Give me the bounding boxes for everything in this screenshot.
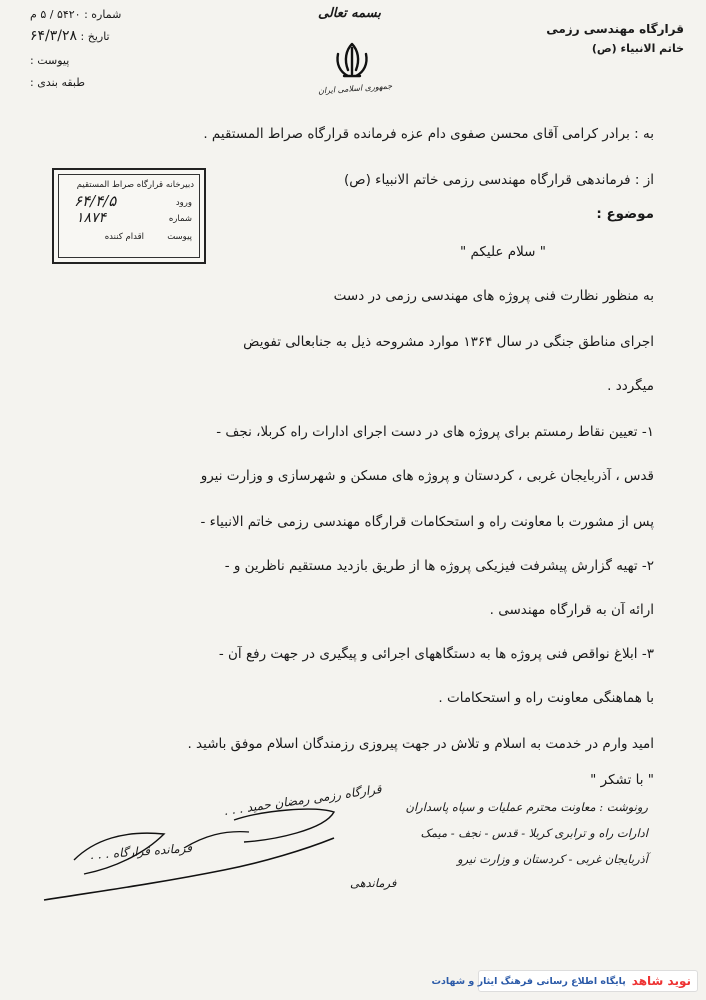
classification-field: طبقه بندی :: [30, 76, 86, 89]
org-name-line2: خاتم الانبیاء (ص): [591, 42, 684, 55]
item-1-line-2: قدس ، آذربایجان غربی ، کردستان و پروژه های مسکن و شهرسازی و وزارت نیرو: [200, 468, 654, 484]
stamp-number: ۱۸۷۴: [76, 210, 107, 226]
attachment-field: پیوست :: [30, 54, 70, 67]
stamp-number-label: شماره: [168, 214, 192, 224]
handwritten-cc-line-4: فرماندهی: [350, 876, 397, 890]
recipient-line: به : برادر کرامی آقای محسن صفوی دام عزه فرمانده قرارگاه صراط المستقیم .: [203, 126, 654, 142]
site-watermark: [431, 970, 698, 992]
item-2-line-1: ۲- تهیه گزارش پیشرفت فیزیکی پروژه ها از طریق بازدید مستقیم ناظرین و -: [224, 558, 654, 574]
stamp-action-label: اقدام کننده: [104, 232, 144, 242]
handwritten-cc-line-2: ادارات راه و ترابری کربلا - قدس - نجف - میمک: [420, 826, 648, 840]
item-1-line-3: پس از مشورت با معاونت راه و استحکامات قرارگاه مهندسی رزمی خاتم الانبیاء -: [200, 514, 654, 530]
paragraph-1-line-1: به منظور نظارت فنی پروژه های مهندسی رزمی در دست: [333, 288, 654, 304]
greeting: " سلام علیکم ": [459, 244, 546, 260]
emblem-icon: [330, 40, 374, 82]
handwritten-note-2: فرمانده قرارگاه . . .: [89, 840, 193, 862]
number-label: شماره: [91, 8, 122, 21]
handwritten-note-1: قرارگاه رزمی رمضان حمید . . .: [223, 781, 383, 818]
attachment-label: پیوست: [37, 54, 70, 67]
brand-logo: نوید شاهد: [631, 974, 691, 988]
classification-label: طبقه بندی: [37, 76, 86, 89]
date-value: ۶۴/۳/۲۸: [30, 28, 78, 44]
item-1-line-1: ۱- تعیین نقاط رمستم برای پروژه های در دست اجرای ادارات راه کربلا، نجف -: [216, 424, 654, 440]
paragraph-1-line-2: اجرای مناطق جنگی در سال ۱۳۶۴ موارد مشروحه ذیل به جنابعالی تفویض: [243, 334, 654, 350]
item-3-line-2: با هماهنگی معاونت راه و استحکامات .: [438, 690, 654, 706]
number-value: ۵۴۲۰ / ۵ م: [30, 8, 81, 21]
item-3-line-1: ۳- ابلاغ نواقص فنی پروژه ها به دستگاههای اجرائی و پیگیری در جهت رفع آن -: [218, 646, 654, 662]
stamp-attachment-label: پیوست: [167, 232, 192, 242]
stamp-in-label: ورود: [175, 198, 192, 208]
letter-number: شماره : ۵۴۲۰ / ۵ م: [30, 8, 122, 21]
handwritten-cc-line-3: آذربایجان غربی - کردستان و وزارت نیرو: [457, 852, 648, 866]
letter-date: تاریخ : ۶۴/۳/۲۸: [30, 28, 110, 44]
paragraph-1-line-3: میگردد .: [607, 378, 654, 394]
item-2-line-2: ارائه آن به قرارگاه مهندسی .: [489, 602, 654, 618]
closing-line: امید وارم در خدمت به اسلام و تلاش در جهت پیروزی رزمندگان اسلام موفق باشید .: [187, 736, 654, 752]
org-name-line1: قرارگاه مهندسی رزمی: [546, 22, 684, 36]
handwritten-cc-line-1: رونوشت : معاونت محترم عملیات و سپاه پاسداران: [405, 800, 648, 814]
sender-line: از : فرماندهی قرارگاه مهندسی رزمی خاتم الانبیاء (ص): [344, 172, 654, 188]
date-label: تاریخ: [87, 30, 110, 43]
thanks-line: " با تشکر ": [590, 772, 654, 788]
signature-icon: [34, 800, 354, 910]
site-name: پایگاه اطلاع رسانی فرهنگ ایثار و شهادت: [431, 975, 626, 987]
bismillah-text: بسمه تعالی: [318, 6, 381, 21]
received-stamp: [52, 168, 206, 264]
subject-label: موضوع :: [596, 206, 654, 222]
stamp-date: ۶۴/۴/۵: [74, 192, 117, 210]
emblem-caption: جمهوری اسلامی ایران: [317, 81, 393, 96]
stamp-title: دبیرخانه قرارگاه صراط المستقیم: [76, 180, 194, 190]
